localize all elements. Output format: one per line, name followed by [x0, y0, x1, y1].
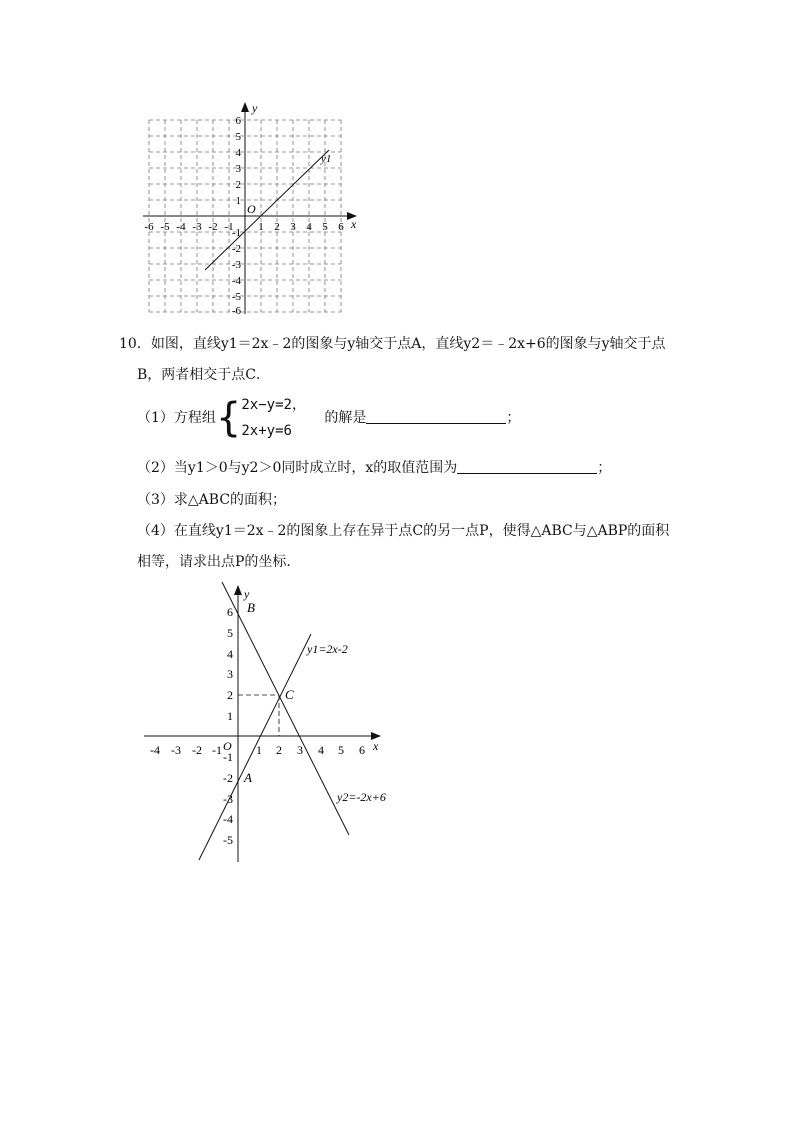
y-tick-label: 2 [235, 179, 241, 191]
y-tick-label: 2 [227, 688, 233, 702]
x-tick-label: 5 [338, 743, 344, 757]
x-tick-label: -1 [224, 221, 234, 233]
x-axis-label: x [351, 217, 357, 231]
y-tick-labels [232, 115, 242, 315]
y-tick-labels [223, 605, 233, 847]
brace-icon: { [215, 395, 242, 441]
question-1 [137, 392, 520, 444]
y-tick-label: -5 [223, 833, 233, 847]
y-tick-label: 3 [227, 667, 233, 681]
x-tick-label: 3 [297, 743, 303, 757]
problem-number: 10． [119, 336, 151, 352]
equation-1: 2x−y=2， [241, 397, 306, 413]
y-tick-label: -3 [231, 259, 241, 271]
y-tick-label: -2 [231, 243, 241, 255]
y-tick-label: 4 [235, 147, 241, 159]
y-axis-arrow-icon [241, 102, 249, 112]
x-tick-label: 1 [256, 743, 262, 757]
q1-end: ； [506, 410, 521, 426]
y-tick-label: -3 [223, 792, 233, 806]
y-tick-label: 4 [227, 647, 233, 661]
x-tick-label: -4 [150, 743, 160, 757]
graph-1 [135, 100, 375, 315]
x-tick-label: -3 [171, 743, 181, 757]
x-tick-label: -2 [192, 743, 202, 757]
x-tick-labels [144, 221, 344, 233]
y-tick-label: 1 [227, 709, 233, 723]
x-tick-label: -4 [176, 221, 186, 233]
question-4-line-1: （4）在直线y1＝2x﹣2的图象上存在异于点C的另一点P，使得△ABC与△ABP的面积 [137, 523, 670, 539]
origin-label: O [247, 202, 256, 216]
y-tick-label: 5 [227, 626, 233, 640]
y-axis-label: y [252, 101, 258, 115]
x-tick-label: -3 [192, 221, 202, 233]
q1-prefix: （1）方程组 [137, 410, 216, 426]
x-tick-label: 2 [274, 221, 280, 233]
x-axis-label: x [373, 739, 379, 753]
x-tick-label: 6 [338, 221, 344, 233]
graph-2 [140, 578, 400, 868]
x-tick-label: 1 [258, 221, 264, 233]
y-tick-label: -5 [231, 291, 241, 303]
y-tick-label: -2 [223, 771, 233, 785]
y-tick-label: 5 [235, 131, 241, 143]
y-tick-label: -1 [223, 750, 233, 764]
q1-answer-blank[interactable] [366, 409, 506, 424]
point-label-A: A [244, 770, 252, 785]
y-tick-label: -4 [223, 812, 233, 826]
x-tick-label: 3 [290, 221, 296, 233]
problem-stem-line-2: B，两者相交于点C． [137, 367, 270, 383]
origin-label: O [223, 739, 232, 753]
q2-answer-blank[interactable] [457, 459, 597, 474]
q1-suffix: 的解是 [324, 410, 367, 426]
y-tick-label: -4 [231, 275, 241, 287]
x-tick-label: 6 [359, 743, 365, 757]
point-label-C: C [285, 687, 294, 702]
equation-system [241, 392, 306, 444]
guide-lines [238, 695, 279, 736]
line-label-y1: y1=2x-2 [307, 642, 348, 656]
line-label-y1: y1 [321, 153, 332, 165]
equation-2: 2x+y=6 [241, 423, 292, 439]
y-axis-label: y [244, 587, 250, 601]
question-3: （3）求△ABC的面积； [137, 492, 287, 508]
problem-stem-line-1 [119, 333, 666, 353]
problem-stem-text: 如图，直线y1＝2x﹣2的图象与y轴交于点A，直线y2＝﹣2x+6的图象与y轴交于点 [150, 336, 666, 352]
y-tick-label: 3 [235, 163, 241, 175]
line-y1 [205, 150, 332, 270]
y-tick-label: 6 [235, 115, 241, 127]
x-tick-labels [150, 743, 365, 757]
x-tick-label: 4 [318, 743, 324, 757]
x-tick-label: 4 [306, 221, 312, 233]
y-tick-label: 1 [235, 195, 241, 207]
y-tick-label: -1 [231, 227, 241, 239]
line-label-y2: y2=-2x+6 [337, 790, 386, 804]
line-y2 [222, 582, 349, 835]
q2-text: （2）当y1＞0与y2＞0同时成立时，x的取值范围为 [137, 460, 458, 476]
y-tick-label: 6 [227, 605, 233, 619]
q2-end: ； [597, 460, 612, 476]
x-tick-label: 2 [276, 743, 282, 757]
x-tick-label: -1 [212, 743, 222, 757]
x-tick-label: -2 [208, 221, 218, 233]
question-2 [137, 457, 611, 477]
x-tick-label: 5 [322, 221, 328, 233]
point-label-B: B [247, 600, 255, 615]
x-tick-label: -6 [144, 221, 154, 233]
y-tick-label: -6 [231, 305, 241, 315]
x-tick-label: -5 [160, 221, 170, 233]
question-4-line-2: 相等，请求出点P的坐标． [137, 554, 301, 570]
y-axis-arrow-icon [234, 585, 242, 595]
